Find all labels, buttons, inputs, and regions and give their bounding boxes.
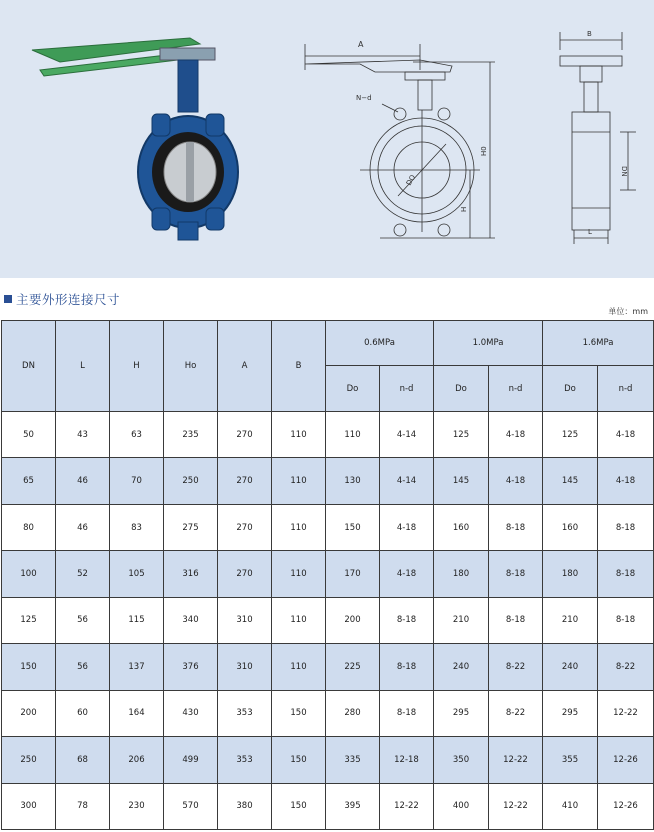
table-cell: 4-18: [598, 412, 654, 458]
header-dn: DN: [2, 321, 56, 412]
table-cell: 12-22: [489, 783, 543, 830]
label-nd: N−d: [356, 94, 372, 102]
table-cell: 8-18: [598, 551, 654, 597]
table-cell: 8-22: [489, 690, 543, 736]
table-cell: 395: [326, 783, 380, 830]
table-cell: 295: [434, 690, 489, 736]
header-do-1.0: Do: [434, 366, 489, 412]
table-cell: 125: [434, 412, 489, 458]
header-l: L: [56, 321, 110, 412]
table-cell: 12-22: [598, 690, 654, 736]
title-bullet: [4, 295, 12, 303]
table-cell: 65: [2, 458, 56, 504]
table-cell: 300: [2, 783, 56, 830]
label-h: H: [460, 206, 468, 212]
header-nd-0.6: n-d: [380, 366, 434, 412]
table-cell: 56: [56, 644, 110, 690]
table-cell: 46: [56, 458, 110, 504]
table-cell: 270: [218, 412, 272, 458]
table-cell: 160: [543, 504, 598, 550]
table-cell: 164: [110, 690, 164, 736]
table-cell: 570: [164, 783, 218, 830]
table-cell: 52: [56, 551, 110, 597]
label-dn: DN: [620, 166, 628, 177]
table-cell: 110: [272, 412, 326, 458]
unit-label: 单位：mm: [608, 307, 648, 316]
table-cell: 56: [56, 597, 110, 643]
header-pressure-1.0: 1.0MPa: [434, 321, 543, 366]
header-a: A: [218, 321, 272, 412]
table-cell: 150: [272, 690, 326, 736]
table-cell: 310: [218, 644, 272, 690]
table-cell: 43: [56, 412, 110, 458]
table-cell: 110: [272, 597, 326, 643]
table-cell: 150: [2, 644, 56, 690]
product-illustration-panel: [0, 0, 654, 278]
table-cell: 50: [2, 412, 56, 458]
table-cell: 210: [434, 597, 489, 643]
table-row: [2, 458, 654, 504]
table-cell: 115: [110, 597, 164, 643]
label-a: A: [358, 40, 364, 49]
table-cell: 355: [543, 737, 598, 783]
table-cell: 150: [272, 737, 326, 783]
table-cell: 430: [164, 690, 218, 736]
label-h0: H0: [480, 146, 488, 156]
table-cell: 200: [326, 597, 380, 643]
table-cell: 8-18: [489, 504, 543, 550]
table-cell: 46: [56, 504, 110, 550]
table-cell: 12-26: [598, 737, 654, 783]
table-cell: 310: [218, 597, 272, 643]
table-cell: 110: [272, 551, 326, 597]
table-row: [2, 737, 654, 783]
table-cell: 350: [434, 737, 489, 783]
table-cell: 4-18: [380, 504, 434, 550]
label-b: B: [587, 30, 592, 38]
table-cell: 110: [326, 412, 380, 458]
table-cell: 80: [2, 504, 56, 550]
table-cell: 8-18: [489, 597, 543, 643]
table-cell: 100: [2, 551, 56, 597]
table-cell: 78: [56, 783, 110, 830]
table-cell: 105: [110, 551, 164, 597]
table-cell: 12-22: [380, 783, 434, 830]
table-row: [2, 504, 654, 550]
table-cell: 206: [110, 737, 164, 783]
table-cell: 200: [2, 690, 56, 736]
table-cell: 110: [272, 504, 326, 550]
dimensions-table: [1, 320, 654, 830]
table-cell: 230: [110, 783, 164, 830]
table-cell: 160: [434, 504, 489, 550]
table-cell: 353: [218, 737, 272, 783]
table-cell: 4-18: [489, 412, 543, 458]
table-cell: 4-14: [380, 412, 434, 458]
table-row: [2, 783, 654, 830]
table-cell: 280: [326, 690, 380, 736]
table-cell: 83: [110, 504, 164, 550]
table-cell: 180: [434, 551, 489, 597]
table-cell: 110: [272, 458, 326, 504]
table-cell: 125: [2, 597, 56, 643]
table-cell: 170: [326, 551, 380, 597]
table-cell: 180: [543, 551, 598, 597]
table-cell: 130: [326, 458, 380, 504]
table-cell: 240: [434, 644, 489, 690]
table-cell: 60: [56, 690, 110, 736]
table-cell: 145: [543, 458, 598, 504]
table-cell: 250: [164, 458, 218, 504]
table-cell: 270: [218, 551, 272, 597]
table-cell: 295: [543, 690, 598, 736]
table-cell: 250: [2, 737, 56, 783]
table-cell: 4-14: [380, 458, 434, 504]
table-cell: 8-18: [380, 597, 434, 643]
table-cell: 68: [56, 737, 110, 783]
label-do: DO: [404, 173, 418, 187]
table-cell: 275: [164, 504, 218, 550]
table-cell: 125: [543, 412, 598, 458]
table-cell: 380: [218, 783, 272, 830]
table-row: [2, 690, 654, 736]
header-do-1.6: Do: [543, 366, 598, 412]
table-row: [2, 644, 654, 690]
table-cell: 150: [272, 783, 326, 830]
table-cell: 270: [218, 458, 272, 504]
table-cell: 235: [164, 412, 218, 458]
table-cell: 137: [110, 644, 164, 690]
table-row: [2, 412, 654, 458]
table-cell: 63: [110, 412, 164, 458]
table-cell: 8-18: [380, 690, 434, 736]
table-cell: 8-18: [489, 551, 543, 597]
valve-drawings: [0, 0, 654, 278]
header-b: B: [272, 321, 326, 412]
table-cell: 12-22: [489, 737, 543, 783]
table-cell: 225: [326, 644, 380, 690]
table-cell: 240: [543, 644, 598, 690]
table-cell: 353: [218, 690, 272, 736]
table-cell: 12-26: [598, 783, 654, 830]
header-h: H: [110, 321, 164, 412]
table-cell: 8-18: [598, 597, 654, 643]
side-view-drawing: [560, 32, 636, 244]
table-cell: 4-18: [489, 458, 543, 504]
table-cell: 8-22: [598, 644, 654, 690]
header-nd-1.0: n-d: [489, 366, 543, 412]
table-cell: 150: [326, 504, 380, 550]
header-pressure-0.6: 0.6MPa: [326, 321, 434, 366]
table-cell: 4-18: [380, 551, 434, 597]
table-cell: 499: [164, 737, 218, 783]
table-row: [2, 551, 654, 597]
table-cell: 12-18: [380, 737, 434, 783]
header-nd-1.6: n-d: [598, 366, 654, 412]
header-pressure-1.6: 1.6MPa: [543, 321, 654, 366]
table-cell: 376: [164, 644, 218, 690]
header-do-0.6: Do: [326, 366, 380, 412]
table-cell: 335: [326, 737, 380, 783]
table-cell: 316: [164, 551, 218, 597]
table-body: [2, 412, 654, 830]
table-cell: 145: [434, 458, 489, 504]
table-cell: 210: [543, 597, 598, 643]
table-cell: 8-18: [380, 644, 434, 690]
table-cell: 110: [272, 644, 326, 690]
label-l: L: [588, 228, 592, 236]
table-cell: 8-22: [489, 644, 543, 690]
table-cell: 4-18: [598, 458, 654, 504]
table-cell: 340: [164, 597, 218, 643]
header-ho: Ho: [164, 321, 218, 412]
valve-photo: [32, 38, 238, 240]
table-cell: 270: [218, 504, 272, 550]
table-cell: 70: [110, 458, 164, 504]
table-cell: 8-18: [598, 504, 654, 550]
table-cell: 400: [434, 783, 489, 830]
table-cell: 410: [543, 783, 598, 830]
table-row: [2, 597, 654, 643]
section-title: 主要外形连接尺寸: [16, 292, 121, 307]
